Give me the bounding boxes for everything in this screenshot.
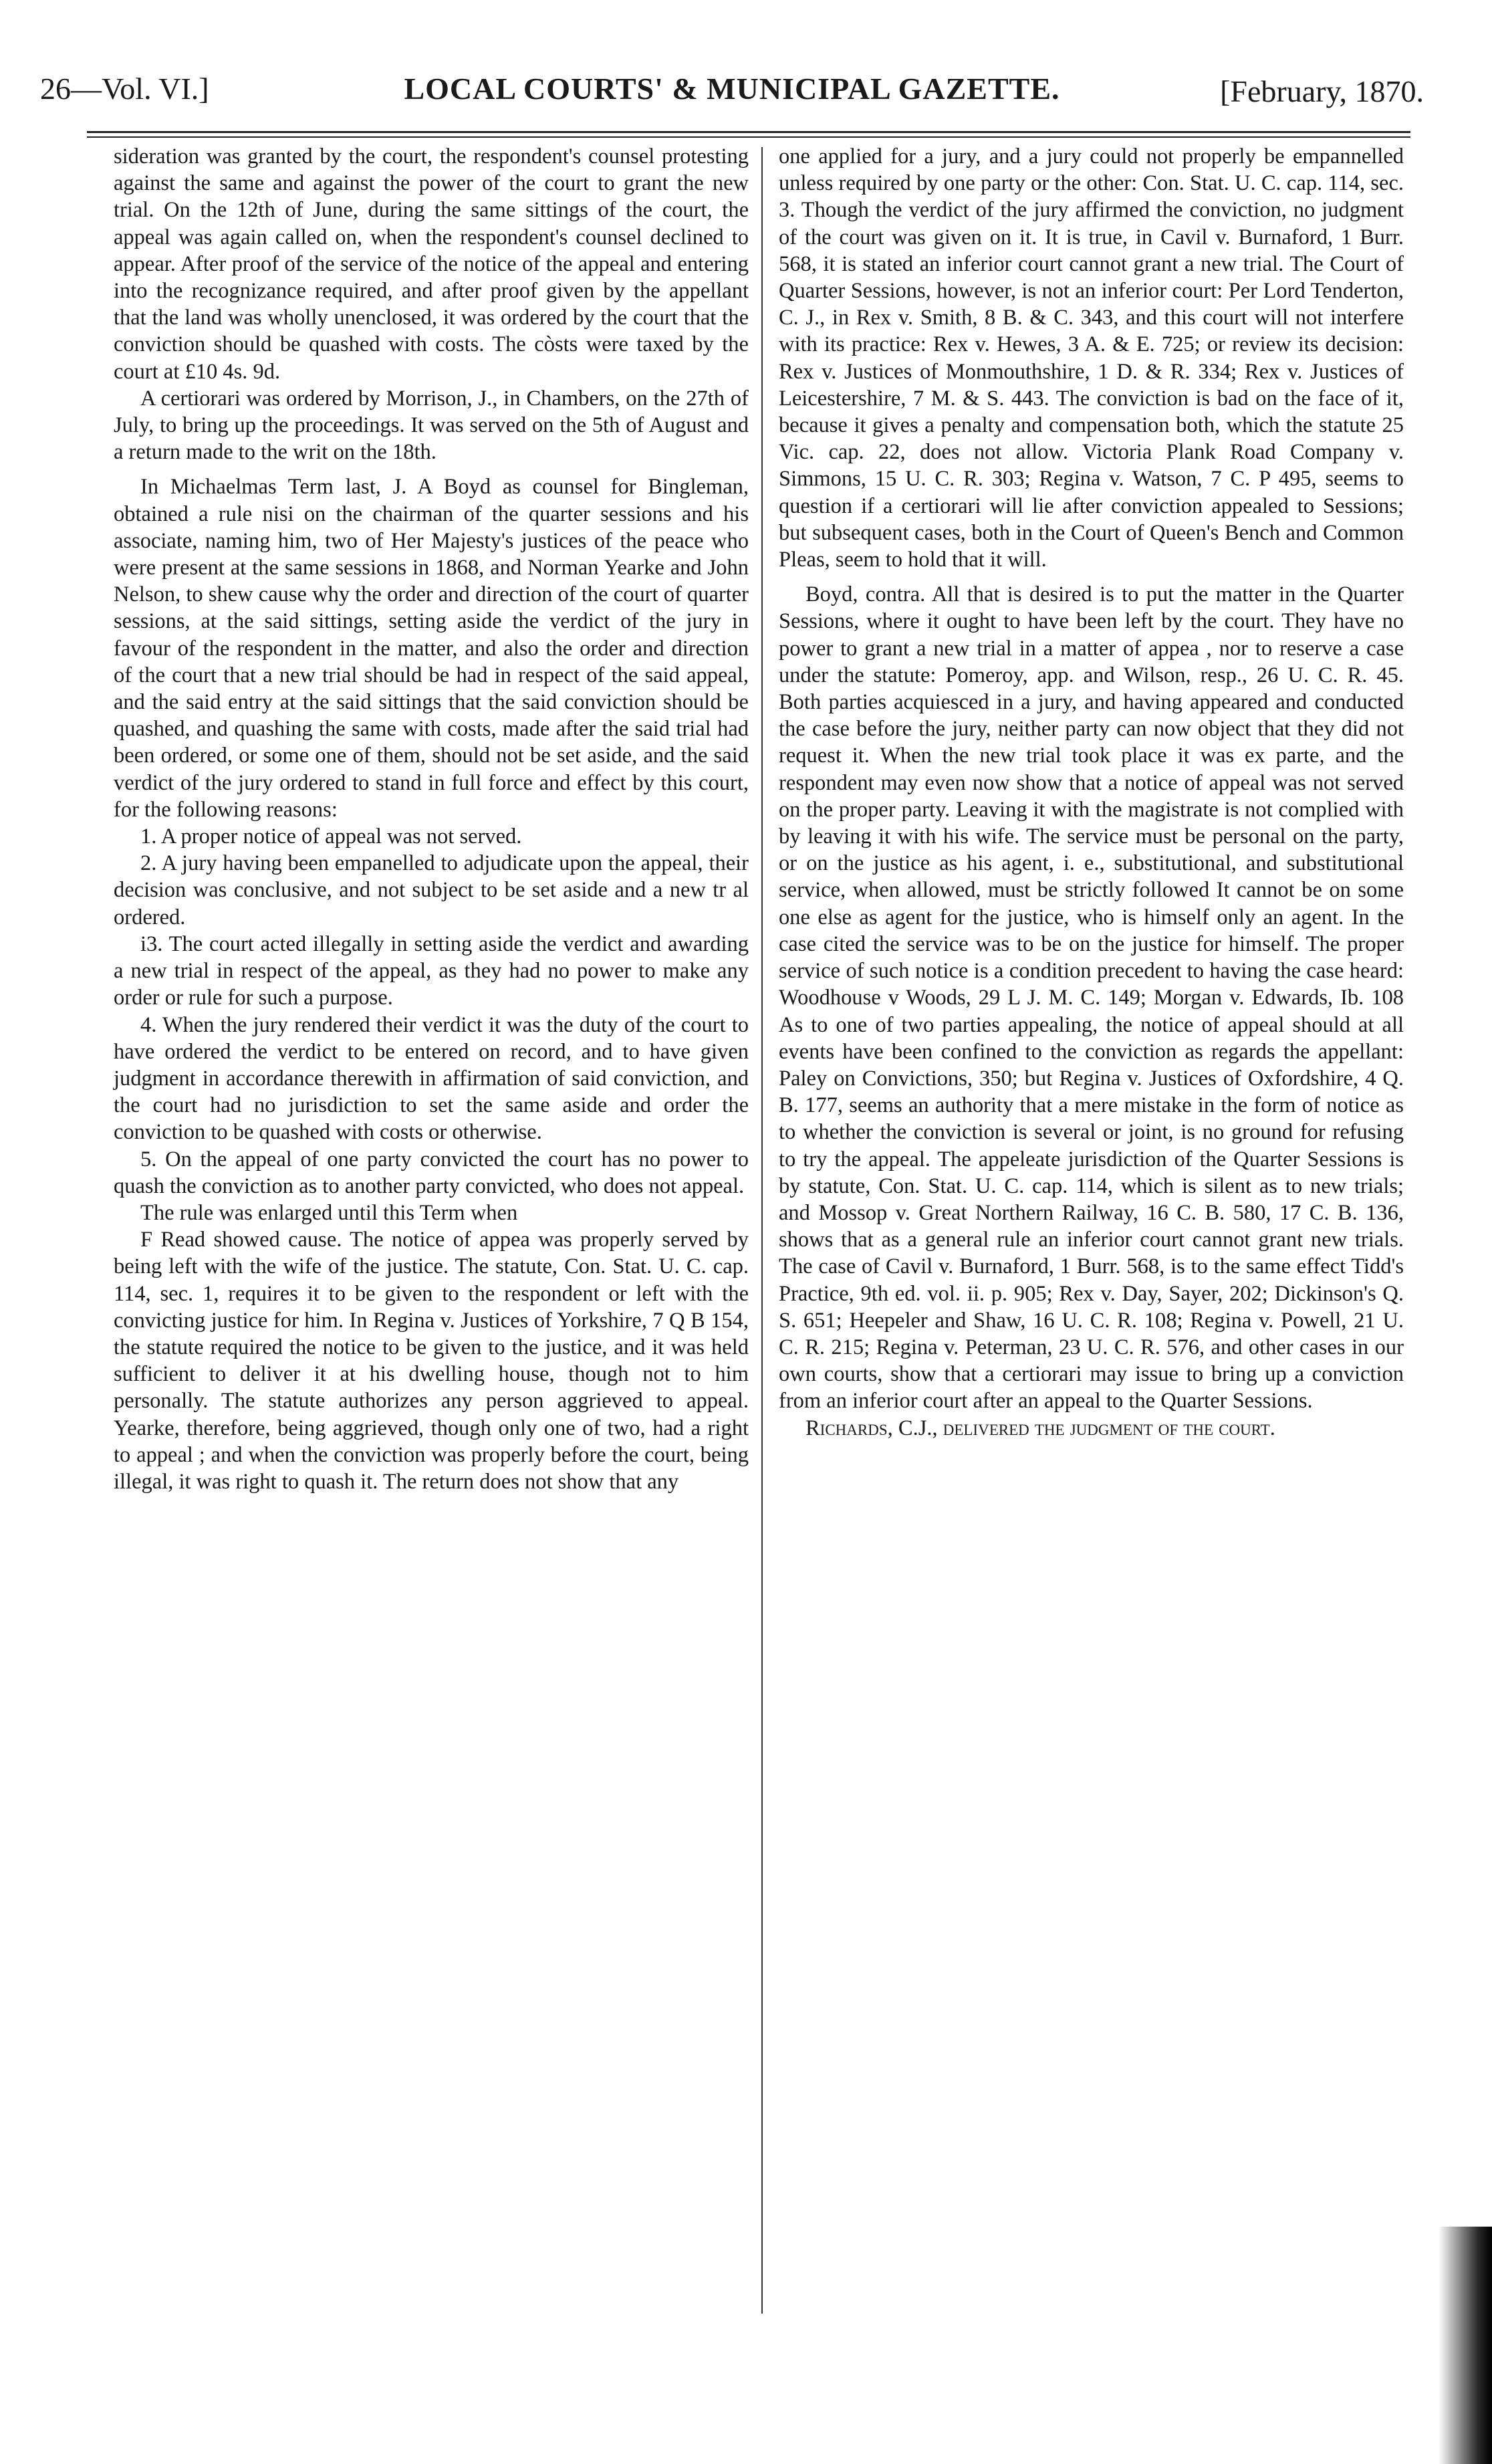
paragraph: Boyd, contra. All that is desired is to put the matter in the Quarter Sessions, where it ought to have been left by the court. They have no power to grant a new trial in a matter of appea , nor to reserve a case under the statute: Pomeroy, app. and Wilson, resp., 26 U. C. R. 45. Both parties acquiesced in a jury, and having appeared and conducted the case before the jury, neither party can now object that they did not request it. When the new trial took place it was ex parte, and the respondent may even now show that a notice of appeal was not served on the proper party. Leaving it with the magistrate is not complied with by leaving it with his wife. The service must be personal on the party, or on the justice as his agent, i. e., substitutional, and substitutional service, when allowed, must be strictly followed It cannot be on some one else as agent for the justice, who is himself only an agent. In the case cited the service was to be on the justice for himself. The proper service of such notice is a condition precedent to having the case heard: Woodhouse v Woods, 29 L J. M. C. 149; Morgan v. Edwards, Ib. 108 As to one of two parties appealing, the notice of appeal should at all events have been confined to the conviction as regards the appellant: Paley on Convictions, 350; but Regina v. Justices of Oxfordshire, 4 Q. B. 177, seems an authority that a mere mistake in the form of notice as to whether the conviction is several or joint, is no ground for refusing to try the appeal. The appeleate jurisdiction of the Quarter Sessions is by statute, Con. Stat. U. C. cap. 114, which is silent as to new trials; and Mossop v. Great Northern Railway, 16 C. B. 580, 17 C. B. 136, shows that as a general rule an inferior court cannot grant new trials. The case of Cavil v. Burnaford, 1 Burr. 568, is to the same effect Tidd's Practice, 9th ed. vol. ii. p. 905; Rex v. Day, Sayer, 202; Dickinson's Q. S. 651; Heepeler and Shaw, 16 U. C. R. 108; Regina v. Powell, 21 U. C. R. 215; Regina v. Peterman, 23 U. C. R. 576, and other cases in our own courts, show that a certiorari may issue to bring up a conviction from an inferior court after an appeal to the Quarter Sessions. xyxy=(779,582,1404,1414)
reason-item: 2. A jury having been empanelled to adjudicate upon the appeal, their decision was conclusive, and not subject to be set aside and a new tr al ordered. xyxy=(114,851,749,929)
paragraph: Richards, C.J., delivered the judgment of the court. xyxy=(805,1416,1275,1440)
paragraph: sideration was granted by the court, the respondent's counsel protesting against the same and against the power of the court to grant the new trial. On the 12th of June, during the same sittings of the court, the appeal was again called on, when the respondent's counsel declined to appear. After proof of the service of the notice of the appeal and entering into the recognizance required, and after proof given by the appellant that the land was wholly unenclosed, it was ordered by the court that the conviction should be quashed with costs. The còsts were taxed by the court at £10 4s. 9d. xyxy=(114,144,749,384)
right-column xyxy=(779,143,1404,1442)
header-rule xyxy=(87,131,1410,133)
issue-date: [February, 1870. xyxy=(1220,74,1424,108)
header-rule-thin xyxy=(87,136,1410,138)
reason-item: 5. On the appeal of one party convicted the court has no power to quash the conviction as to another party convicted, who does not appeal. xyxy=(114,1147,749,1198)
page-volume: 26—Vol. VI.] xyxy=(40,72,209,106)
paragraph: one applied for a jury, and a jury could not properly be empannelled unless required by one party or the other: Con. Stat. U. C. cap. 114, sec. 3. Though the verdict of the jury affirmed the conviction, no judgment of the court was given on it. It is true, in Cavil v. Burnaford, 1 Burr. 568, it is stated an inferior court cannot grant a new trial. The Court of Quarter Sessions, however, is not an inferior court: Per Lord Tenderton, C. J., in Rex v. Smith, 8 B. & C. 343, and this court will not interfere with its practice: Rex v. Hewes, 3 A. & E. 725; or review its decision: Rex v. Justices of Monmouthshire, 1 D. & R. 334; Rex v. Justices of Leicestershire, 7 M. & S. 443. The conviction is bad on the face of it, because it gives a penalty and compensation both, which the statute 25 Vic. cap. 22, does not allow. Victoria Plank Road Company v. Simmons, 15 U. C. R. 303; Regina v. Watson, 7 C. P 495, seems to question if a certiorari will lie after conviction appealed to Sessions; but subsequent cases, both in the Court of Queen's Bench and Common Pleas, seem to hold that it will. xyxy=(779,144,1404,572)
column-divider xyxy=(761,147,763,2314)
reason-item: i3. The court acted illegally in setting aside the verdict and awarding a new trial in respect of the appeal, as they had no power to make any order or rule for such a purpose. xyxy=(114,931,749,1010)
running-header xyxy=(40,67,1424,114)
reason-item: 1. A proper notice of appeal was not served. xyxy=(140,824,522,849)
scan-edge-shadow xyxy=(1439,2227,1492,2464)
paragraph: F Read showed cause. The notice of appea was properly served by being left with the wife of the justice. The statute, Con. Stat. U. C. cap. 114, sec. 1, requires it to be given to the respondent or left with the convicting justice for him. In Regina v. Justices of Yorkshire, 7 Q B 154, the statute required the notice to be given to the justice, and it was held sufficient to deliver it at his dwelling house, though not to him personally. The statute authorizes any person aggrieved to appeal. Yearke, therefore, being aggrieved, though only one of two, had a right to appeal ; and when the conviction was properly before the court, being illegal, it was right to quash it. The return does not show that any xyxy=(114,1228,749,1494)
paragraph: The rule was enlarged until this Term when xyxy=(140,1200,518,1225)
left-column xyxy=(114,143,749,1495)
reason-item: 4. When the jury rendered their verdict it was the duty of the court to have ordered the verdict to be entered on record, and to have given judgment in accordance therewith in affirmation of said conviction, and the court had no jurisdiction to set the same aside and order the conviction to be quashed with costs or otherwise. xyxy=(114,1012,749,1145)
paragraph: A certiorari was ordered by Morrison, J., in Chambers, on the 27th of July, to bring up the proceedings. It was served on the 5th of August and a return made to the writ on the 18th. xyxy=(114,386,749,465)
paragraph: In Michaelmas Term last, J. A Boyd as counsel for Bingleman, obtained a rule nisi on the chairman of the quarter sessions and his associate, naming him, two of Her Majesty's justices of the peace who were present at the same sessions in 1868, and Norman Yearke and John Nelson, to shew cause why the order and direction of the court of quarter sessions, at the said sittings, setting aside the verdict of the jury in favour of the respondent in the matter, and also the order and direction of the court that a new trial should be had in respect of the said appeal, and the said entry at the said sittings that the said conviction should be quashed, and quashing the same with costs, made after the said trial had been ordered, or some one of them, should not be set aside, and the said verdict of the jury ordered to stand in full force and effect by this court, for the following reasons: xyxy=(114,475,749,822)
publication-title: LOCAL COURTS' & MUNICIPAL GAZETTE. xyxy=(404,72,1060,106)
